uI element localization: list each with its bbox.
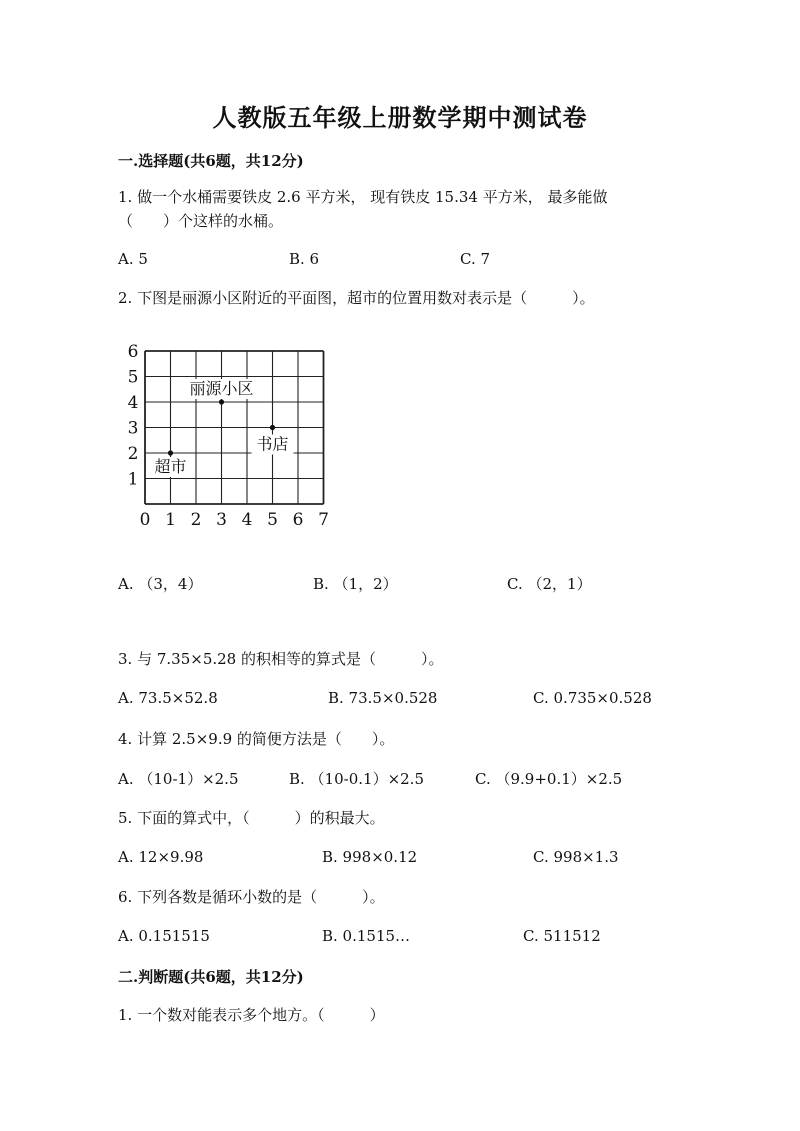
question-4-option-c: C. （9.9+0.1）×2.5 bbox=[475, 770, 623, 788]
question-3-text: 3. 与 7.35×5.28 的积相等的算式是（ ）。 bbox=[118, 650, 444, 668]
y-tick-label: 6 bbox=[127, 342, 139, 362]
question-5-option-a: A. 12×9.98 bbox=[118, 848, 204, 866]
question-1-line-2: （ ）个这样的水桶。 bbox=[118, 212, 284, 230]
y-tick-label: 1 bbox=[127, 469, 139, 490]
y-tick-label: 3 bbox=[127, 418, 139, 439]
x-tick-label: 4 bbox=[241, 510, 253, 530]
map-place-label: 书店 bbox=[256, 434, 289, 454]
question-5-option-c: C. 998×1.3 bbox=[533, 848, 619, 866]
coordinate-map-figure bbox=[110, 338, 350, 538]
map-point bbox=[168, 450, 173, 455]
question-6-option-b: B. 0.1515… bbox=[322, 927, 411, 945]
map-point bbox=[219, 399, 224, 404]
x-tick-label: 5 bbox=[267, 510, 278, 530]
question-6-option-c: C. 511512 bbox=[523, 927, 601, 945]
x-tick-label: 7 bbox=[318, 510, 329, 530]
question-4-option-a: A. （10-1）×2.5 bbox=[118, 770, 239, 788]
x-tick-label: 2 bbox=[190, 510, 202, 530]
question-2-option-a: A. （3，4） bbox=[118, 575, 203, 593]
question-2-option-c: C. （2，1） bbox=[507, 575, 592, 593]
x-tick-label: 3 bbox=[216, 510, 227, 530]
coordinate-grid bbox=[110, 338, 350, 538]
map-place-label: 超市 bbox=[154, 457, 187, 476]
map-point bbox=[270, 425, 275, 430]
question-2-option-b: B. （1，2） bbox=[313, 575, 398, 593]
question-6-option-a: A. 0.151515 bbox=[118, 927, 210, 945]
page-title: 人教版五年级上册数学期中测试卷 bbox=[212, 103, 588, 132]
question-1-option-c: C. 7 bbox=[460, 250, 491, 268]
question-1-line-1: 1. 做一个水桶需要铁皮 2.6 平方米， 现有铁皮 15.34 平方米， 最多能做 bbox=[118, 188, 608, 206]
y-tick-label: 2 bbox=[127, 444, 139, 464]
judgement-1-text: 1. 一个数对能表示多个地方。（ ） bbox=[118, 1006, 385, 1024]
question-4-option-b: B. （10-0.1）×2.5 bbox=[289, 770, 424, 788]
map-place-label: 丽源小区 bbox=[189, 379, 254, 398]
section-heading-judgement: 二.判断题(共6题，共12分) bbox=[118, 968, 304, 986]
section-heading-choice: 一.选择题(共6题，共12分) bbox=[118, 152, 304, 170]
question-3-option-c: C. 0.735×0.528 bbox=[533, 689, 652, 707]
question-5-text: 5. 下面的算式中，（ ）的积最大。 bbox=[118, 809, 385, 827]
question-5-option-b: B. 998×0.12 bbox=[322, 848, 418, 866]
question-6-text: 6. 下列各数是循环小数的是（ ）。 bbox=[118, 888, 385, 906]
question-1-option-b: B. 6 bbox=[289, 250, 320, 268]
x-tick-label: 1 bbox=[165, 510, 176, 530]
y-tick-label: 5 bbox=[127, 367, 139, 388]
question-3-option-b: B. 73.5×0.528 bbox=[328, 689, 438, 707]
x-tick-label: 0 bbox=[139, 510, 151, 530]
question-4-text: 4. 计算 2.5×9.9 的简便方法是（ ）。 bbox=[118, 730, 395, 748]
x-tick-label: 6 bbox=[292, 510, 304, 530]
question-1-option-a: A. 5 bbox=[118, 250, 148, 268]
question-2-text: 2. 下图是丽源小区附近的平面图，超市的位置用数对表示是（ ）。 bbox=[118, 289, 595, 307]
question-3-option-a: A. 73.5×52.8 bbox=[118, 689, 218, 707]
y-tick-label: 4 bbox=[127, 393, 139, 413]
